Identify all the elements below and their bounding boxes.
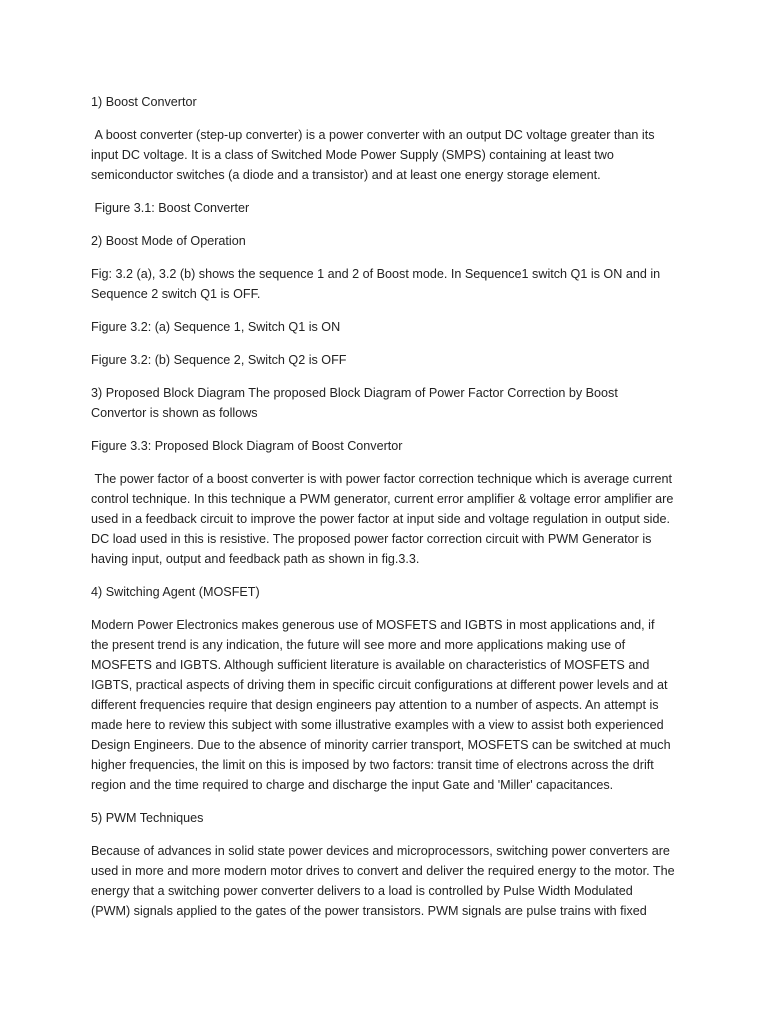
document-page	[91, 92, 679, 934]
paragraph-pwm: Because of advances in solid state power devices and microprocessors, switching power converters are used in more and more modern motor drives to convert and deliver the required energy to the motor. The energy that a switching power converter delivers to a load is controlled by Pulse Width Modulated (PWM) signals applied to the gates of the power transistors. PWM signals are pulse trains with fixed	[91, 844, 679, 918]
paragraph-mosfet: Modern Power Electronics makes generous use of MOSFETS and IGBTS in most applications and, if the present trend is any indication, the future will see more and more applications making use of MOSFETS and IGBTS. Although sufficient literature is available on characteristics of MOSFETS and IGBTS, practical aspects of driving them in specific circuit configurations at different power levels and at different frequencies require that design engineers pay attention to a number of aspects. An attempt is made here to review this subject with some illustrative examples with a view to assist both experienced Design Engineers. Due to the absence of minority carrier transport, MOSFETS can be switched at much higher frequencies, the limit on this is imposed by two factors: transit time of electrons across the drift region and the time required to charge and discharge the input Gate and 'Miller' capacitances.	[91, 618, 675, 792]
heading-block-diagram: 3) Proposed Block Diagram The proposed Block Diagram of Power Factor Correction by Boost Convertor is shown as follows	[91, 386, 622, 420]
heading-boost-mode: 2) Boost Mode of Operation	[91, 234, 246, 248]
paragraph-power-factor: The power factor of a boost converter is with power factor correction technique which is average current control technique. In this technique a PWM generator, current error amplifier & voltage error amplifier are used in a feedback circuit to improve the power factor at input side and voltage regulation in output side. DC load used in this is resistive. The proposed power factor correction circuit with PWM Generator is having input, output and feedback path as shown in fig.3.3.	[91, 472, 677, 566]
heading-switching-agent: 4) Switching Agent (MOSFET)	[91, 585, 260, 599]
caption-figure-3-2b: Figure 3.2: (b) Sequence 2, Switch Q2 is OFF	[91, 353, 347, 367]
caption-figure-3-2a: Figure 3.2: (a) Sequence 1, Switch Q1 is ON	[91, 320, 341, 334]
caption-figure-3-3: Figure 3.3: Proposed Block Diagram of Boost Convertor	[91, 439, 403, 453]
paragraph-boost-definition: A boost converter (step-up converter) is a power converter with an output DC voltage greater than its input DC voltage. It is a class of Switched Mode Power Supply (SMPS) containing at least two semiconductor switches (a diode and a transistor) and at least one energy storage element.	[91, 128, 659, 182]
caption-figure-3-1: Figure 3.1: Boost Converter	[91, 201, 250, 215]
paragraph-boost-mode: Fig: 3.2 (a), 3.2 (b) shows the sequence 1 and 2 of Boost mode. In Sequence1 switch Q1 is ON and in Sequence 2 switch Q1 is OFF.	[91, 267, 664, 301]
heading-boost-convertor: 1) Boost Convertor	[91, 95, 197, 109]
heading-pwm-techniques: 5) PWM Techniques	[91, 811, 204, 825]
